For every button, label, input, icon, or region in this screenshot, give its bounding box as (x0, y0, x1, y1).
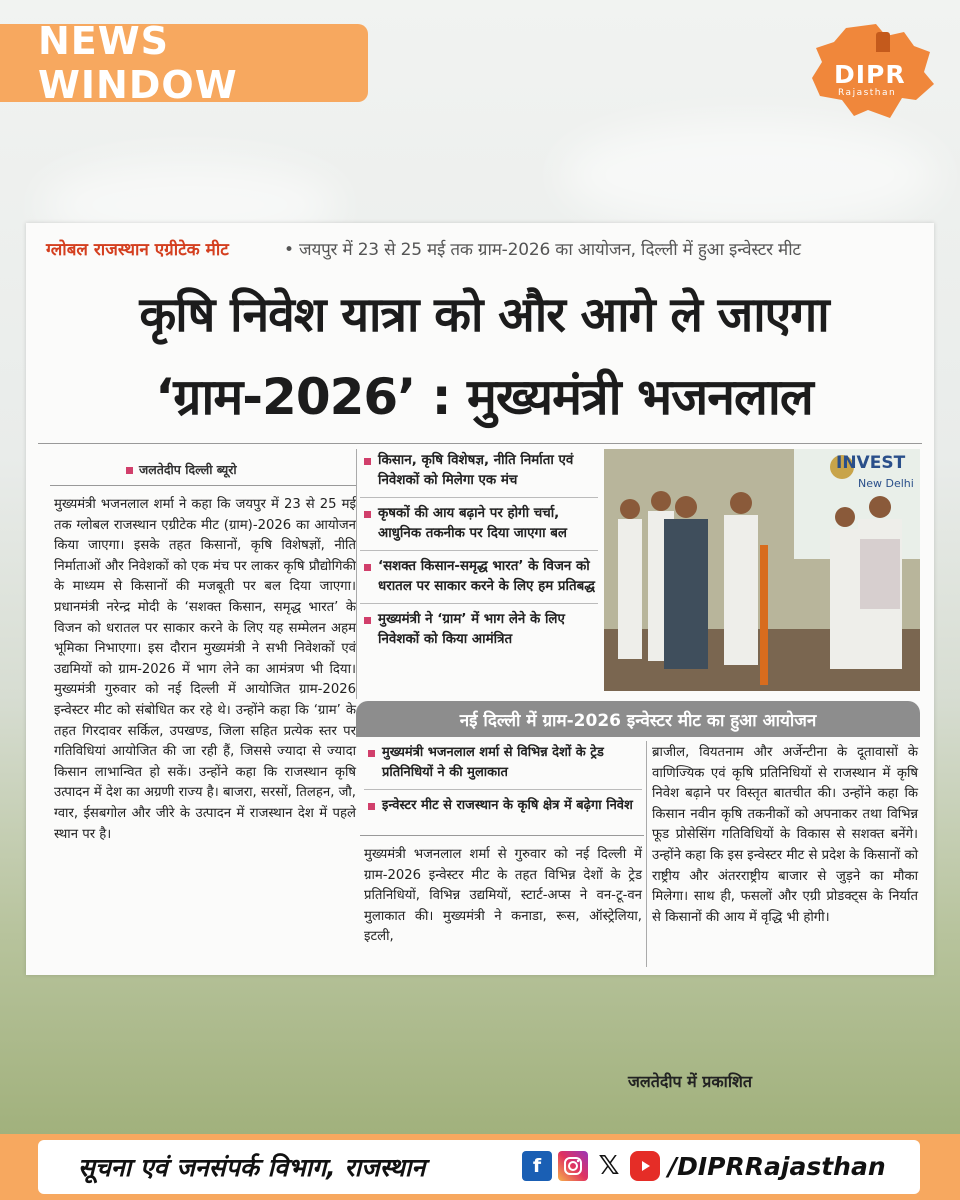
department-name: सूचना एवं जनसंपर्क विभाग, राजस्थान (78, 1153, 426, 1182)
highlight-item: कृषकों की आय बढ़ाने पर होगी चर्चा, आधुनिक तकनीक पर दिया जाएगा बल (360, 504, 598, 551)
logo-text: DIPR (834, 60, 906, 89)
highlight-item: ‘सशक्त किसान-समृद्ध भारत’ के विजन को धरातल पर साकार करने के लिए हम प्रतिबद्ध (360, 557, 598, 604)
highlight-item: मुख्यमंत्री ने ‘ग्राम’ में भाग लेने के लिए निवेशकों को किया आमंत्रित (360, 610, 598, 656)
divider (38, 443, 922, 444)
kicker-summary: • जयपुर में 23 से 25 मई तक ग्राम-2026 का आयोजन, दिल्ली में हुआ इन्वेस्टर मीट (284, 240, 801, 260)
kicker: ग्लोबल राजस्थान एग्रीटेक मीट (46, 240, 229, 260)
social-links (522, 1151, 886, 1181)
bullet-square-icon (368, 803, 375, 810)
bullet-square-icon (364, 511, 371, 518)
divider (50, 485, 356, 486)
headline-line-2: ‘ग्राम-2026’ : मुख्यमंत्री भजनलाल (155, 368, 813, 426)
section-subhead: नई दिल्ली में ग्राम-2026 इन्वेस्टर मीट का हुआ आयोजन (356, 701, 920, 737)
emblem-icon (876, 32, 890, 52)
dipr-logo (806, 22, 936, 122)
event-photo (604, 449, 920, 691)
news-window-badge: NEWS WINDOW (0, 24, 368, 102)
bullet-square-icon (368, 750, 375, 757)
highlights-list (360, 451, 598, 662)
instagram-icon[interactable] (558, 1151, 588, 1181)
highlights-list-2 (364, 743, 642, 828)
body-column-1: मुख्यमंत्री भजनलाल शर्मा ने कहा कि जयपुर में 23 से 25 मई तक ग्लोबल राजस्थान एग्रीटेक मीट (ग्राम)-2026 का आयोजन किया जाएगा। इसके तहत किसानों, कृषि विशेषज्ञों, नीति निर्माताओं और निवेशकों को एक मंच पर लाकर कृषि प्रौद्योगिकी के माध्यम से किसानों की मजबूती पर बल दिया जाएगा। प्रधानमंत्री नरेन्द्र मोदी के ‘सशक्त किसान, समृद्ध भारत’ के विजन को धरातल पर साकार करने के लिए यह सम्मेलन अहम भूमिका निभाएगा। इस दौरान मुख्यमंत्री ने सभी निवेशकों एवं उद्यमियों को ग्राम-2026 में भाग लेने का आमंत्रण भी दिया। मुख्यमंत्री गुरुवार को नई दिल्ली में आयोजित ग्राम-2026 इन्वेस्टर मीट को संबोधित कर रहे थे। उन्होंने कहा कि ‘ग्राम’ के तहत गिरदावर सर्किल, उपखण्ड, जिला सहित प्रत्येक स्तर पर गतिविधियां आयोजित की जा रही हैं, जिससे ज्यादा से ज्यादा किसान लाभान्वित हो सकें। उन्होंने कहा कि राजस्थान कृषि उत्पादन में देश का अग्रणी राज्य है। बाजरा, सरसों, तिलहन, जौ, ग्वार, ईसबगोल और जीरे के उत्पादन में राजस्थान देश में पहले स्थान पर है। (54, 497, 356, 842)
published-in-label: जलतेदीप में प्रकाशित (628, 1072, 752, 1091)
newspaper-clipping (26, 223, 934, 975)
x-icon[interactable]: 𝕏 (594, 1151, 624, 1181)
facebook-icon[interactable]: f (522, 1151, 552, 1181)
bullet-square-icon (364, 458, 371, 465)
column-divider (356, 449, 357, 699)
byline (126, 461, 237, 478)
photo-banner-subtext: New Delhi (858, 477, 914, 490)
bullet-square-icon (364, 564, 371, 571)
footer (0, 1134, 960, 1200)
headline-line-1: कृषि निवेश यात्रा को और आगे ले जाएगा (139, 287, 829, 343)
body-column-2: मुख्यमंत्री भजनलाल शर्मा से गुरुवार को नई दिल्ली में ग्राम-2026 इन्वेस्टर मीट के तहत विभिन्न देशों के ट्रेड प्रतिनिधियों, विभिन्न उद्यमियों, स्टार्ट-अप्स ने वन-टू-वन मुलाकात की। मुख्यमंत्री ने कनाडा, रूस, ऑस्ट्रेलिया, इटली, (364, 847, 642, 945)
youtube-icon[interactable] (630, 1151, 660, 1181)
highlight-item: मुख्यमंत्री भजनलाल शर्मा से विभिन्न देशों के ट्रेड प्रतिनिधियों ने की मुलाकात (364, 743, 642, 790)
bullet-square-icon (364, 617, 371, 624)
logo-subtitle: Rajasthan (838, 88, 897, 98)
bullet-square-icon (126, 467, 133, 474)
body-column-3: ब्राजील, वियतनाम और अर्जेन्टीना के दूतावासों के वाणिज्यिक एवं कृषि प्रतिनिधियों से राजस्थान में कृषि निवेश बढ़ाने पर विस्तृत बातचीत की। उन्होंने कहा कि किसान नवीन कृषि तकनीकों को अपनाकर तथा विभिन्न फूड प्रोसेसिंग गतिविधियों के विकास से सशक्त बनेंगे। उन्होंने कहा कि इस इन्वेस्टर मीट से प्रदेश के किसानों को राष्ट्रीय और अंतरराष्ट्रीय बाजार से जुड़ने का मौका मिलेगा। साथ ही, फसलों और एग्री प्रोडक्ट्स के निर्यात से किसानों की आय में वृद्धि भी होगी। (652, 745, 918, 925)
footer-panel (38, 1140, 920, 1194)
divider (360, 835, 644, 836)
column-divider (646, 741, 647, 967)
byline-text: जलतेदीप दिल्ली ब्यूरो (139, 462, 237, 477)
photo-banner-text: INVEST (836, 453, 906, 473)
cloud (560, 120, 940, 230)
social-handle[interactable]: /DIPRRajasthan (668, 1151, 886, 1181)
highlight-item: किसान, कृषि विशेषज्ञ, नीति निर्माता एवं निवेशकों को मिलेगा एक मंच (360, 451, 598, 498)
highlight-item: इन्वेस्टर मीट से राजस्थान के कृषि क्षेत्र में बढ़ेगा निवेश (364, 796, 642, 822)
